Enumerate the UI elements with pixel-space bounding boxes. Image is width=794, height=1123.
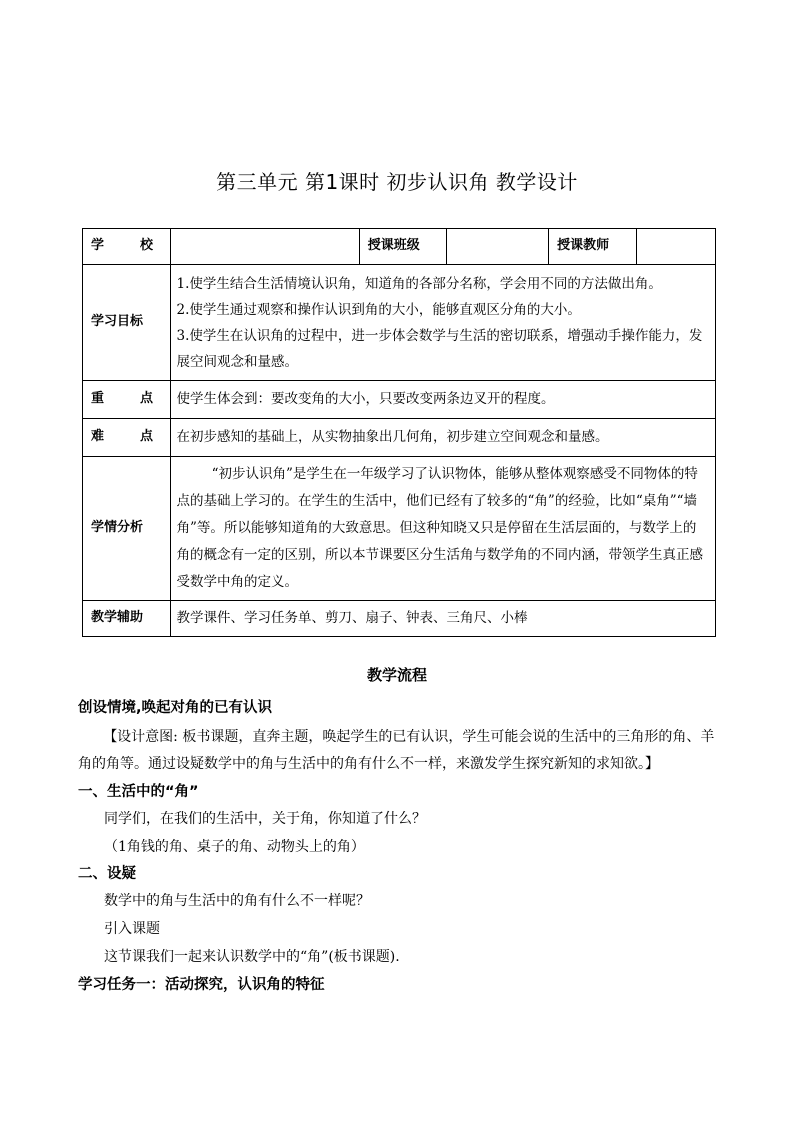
aids-row — [83, 601, 716, 637]
difficulty-label: 难 点 — [83, 419, 171, 457]
flow-title: 教学流程 — [366, 666, 427, 684]
teacher-label: 授课教师 — [549, 229, 637, 265]
school-value — [170, 229, 359, 265]
section-heading: 创设情境,唤起对角的已有认识 — [78, 700, 273, 716]
goals-cell — [170, 265, 715, 381]
difficulty-value: 在初步感知的基础上，从实物抽象出几何角，初步建立空间观念和量感。 — [170, 419, 715, 457]
key-point-label: 重 点 — [83, 381, 171, 419]
goal-item: 2.使学生通过观察和操作认识到角的大小，能够直观区分角的大小。 — [176, 301, 581, 318]
answer-text: （1角钱的角、桌子的角、动物头上的角） — [104, 839, 365, 855]
question-text: 数学中的角与生活中的角有什么不一样呢？ — [104, 893, 370, 909]
school-label: 学 校 — [83, 229, 171, 265]
analysis-row — [83, 457, 716, 601]
part-heading: 一、生活中的“角” — [78, 784, 199, 800]
goals-label: 学习目标 — [83, 265, 171, 381]
lesson-info-table — [82, 228, 716, 637]
aids-value: 教学课件、学习任务单、剪刀、扇子、钟表、三角尺、小棒 — [170, 601, 715, 637]
key-point-row — [83, 381, 716, 419]
difficulty-row — [83, 419, 716, 457]
task-heading: 学习任务一：活动探究，认识角的特征 — [78, 977, 325, 993]
board-text: 这节课我们一起来认识数学中的“角”(板书课题). — [104, 949, 400, 965]
question-text: 同学们，在我们的生活中，关于角，你知道了什么？ — [104, 811, 426, 827]
aids-label: 教学辅助 — [83, 601, 171, 637]
goals-row — [83, 265, 716, 381]
class-value — [447, 229, 549, 265]
analysis-value: “初步认识角”是学生在一年级学习了认识物体，能够从整体观察感受不同物体的特点的基础上学习的。在学生的生活中，他们已经有了较多的“角”的经验，比如“桌角”“墙角”等。所以能够知道角的大致意思。但这种知晓又只是停留在生活层面的，与数学上的角的概念有一定的区别，所以本节课要区分生活角与数学角的不同内涵，带领学生真正感受数学中角的定义。 — [176, 466, 704, 590]
goal-item: 1.使学生结合生活情境认识角，知道角的各部分名称，学会用不同的方法做出角。 — [176, 275, 662, 292]
document-title: 第三单元 第1课时 初步认识角 教学设计 — [216, 170, 578, 194]
teacher-value — [636, 229, 715, 265]
goal-item: 3.使学生在认识角的过程中，进一步体会数学与生活的密切联系，增强动手操作能力，发展空间观念和量感。 — [176, 327, 703, 370]
class-label: 授课班级 — [359, 229, 447, 265]
design-intent: 【设计意图: 板书课题，直奔主题，唤起学生的已有认识，学生可能会说的生活中的三角形的角、羊角的角等。通过设疑数学中的角与生活中的角有什么不一样，来激发学生探究新知的求知欲。】 — [78, 729, 715, 772]
intro-text: 引入课题 — [104, 921, 160, 937]
analysis-label: 学情分析 — [83, 457, 171, 601]
school-row — [83, 229, 716, 265]
part-heading: 二、设疑 — [78, 866, 136, 882]
key-point-value: 使学生体会到：要改变角的大小，只要改变两条边叉开的程度。 — [170, 381, 715, 419]
